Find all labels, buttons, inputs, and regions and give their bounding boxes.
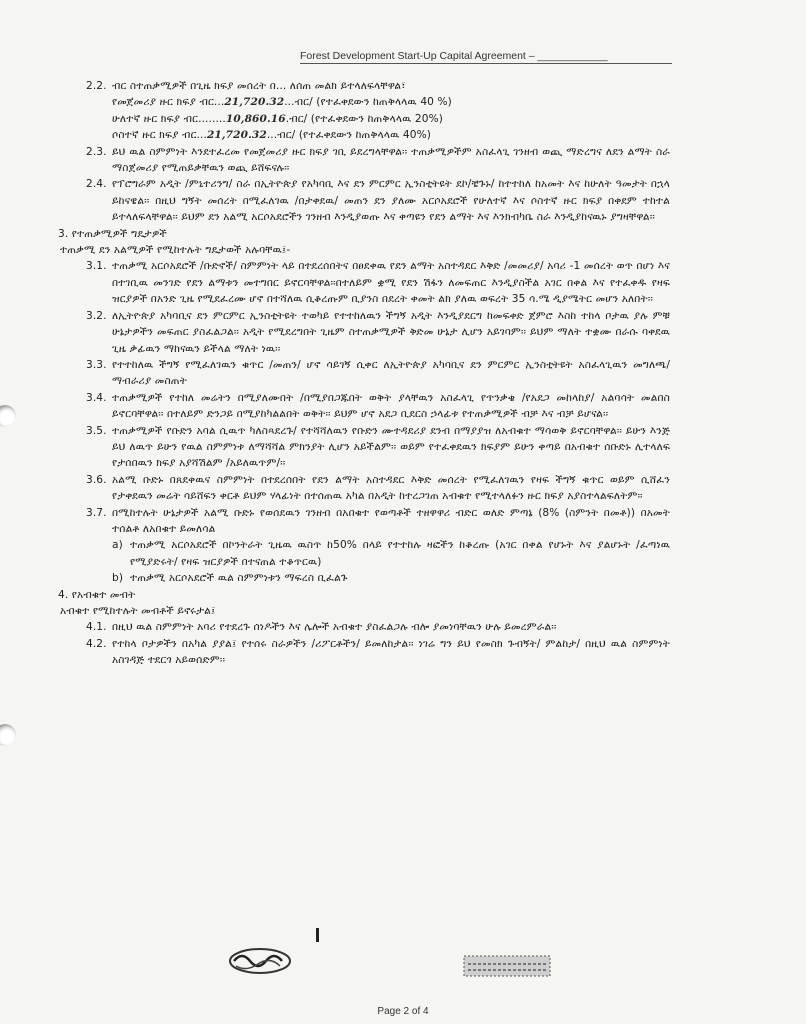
installment-text-pre: የመጀመሪያ ዙር ክፍያ ብር... xyxy=(112,96,225,109)
item-text: ተጠቃሚዎች የተከለ መሬትን በሚያለሙበት /በሚያበጋጁበት ወቅት ያላቸዉን አስፈላጊ የጥንቃቄ /የአደጋ መከላከያ/ አልባሳት መልበስ ይኖርባቸዋል፡፡ በተለይም ድንጋይ በሚያከካልልበት ወቅት፡፡ ይህም ሆኖ አደጋ ቢደርስ ኃላፊቱ የተጠቃሚዎች ብቻ እና ብቻ ይሆናል፡፡ xyxy=(112,391,670,421)
clause-2-2 xyxy=(58,78,670,94)
section-3-intro: ተጠቃሚ ደን አልሚዎች የሚከተሉት ግዴታወች አሉባቸዉ፤- xyxy=(60,244,291,257)
section-3-7-subitems xyxy=(58,537,670,586)
installment-text-pre: ሶስተኛ ዙር ክፍያ ብር... xyxy=(112,129,207,142)
item-text: ለኢትዮጵያ አካባቢና ደን ምርምር ኢንስቲትዩት ተወካይ የተተከለዉን ችግኝ አዲት እንዲያደርግ ከመፍቀድ ጀምሮ እስከ ተከላ ቦታዉ ያሉ ምቹ ሁኔታዎችን መፍጠር ያስፈልጋል፡፡ አዲት የሚደረግበት ጊዜም ስተጠቃሚዎች ቅድመ ሁኔታ ሊሆን አይገባም፡፡ ይህም ማለት ተቋሙ በራሱ ባቀደዉ ጊዜ ቃፊዉን ማከናዉን ይችላል ማለት ነዉ፡፡ xyxy=(112,309,670,355)
payment-installment-line xyxy=(58,127,670,143)
section-3-items xyxy=(58,258,670,537)
installment-text-post: ...ብር/ (የተፈቀደውን ከጠቅላላዉ 40 %) xyxy=(284,96,452,109)
section-4-title: 4. የአብቁተ መብት xyxy=(58,588,136,601)
clause-2-3 xyxy=(58,144,670,177)
item-text: ተጠቃሚዎች የቡድን አባል ሲዉጥ ካለስጻደረጉ/ የተሻሻለዉን የቡድን ሙተዳደሪያ ደንብ በማያያዝ ለአብቁተ ማሳወቅ ይኖርባቸዋል፡፡ ይሁን እንጅ ይህ ለዉጥ ይሁን የዉል ስምምነቱ ለማሻሻል ምክንያት ሊሆን አይችልም፡፡ ወይም የተፈቀደዉን ክፍያም ይሁን ቀጣይ በአብቁተ ሰቡድኑ ሊተላለፍ የታሰበዉን ክፍያ አያሻሽልም /አይለዉጥም/፡፡ xyxy=(112,424,670,470)
item-text: የተተከለዉ ችግኝ የሚፈለገዉን ቁጥር /መጠን/ ሆኖ ሳይገኝ ሲቀር ለኢትዮጵያ አካባቢና ደን ምርምር ኢንስቲትዩት አስፈላጊዉን መግለጫ/ማብራሪያ መስጠት xyxy=(112,358,670,388)
clause-4-1 xyxy=(58,619,670,635)
pen-mark xyxy=(316,928,319,942)
page-number: Page 2 of 4 xyxy=(377,1006,429,1017)
punch-hole-upper xyxy=(0,405,16,427)
clause-3-2 xyxy=(58,308,670,357)
clause-4-2 xyxy=(58,636,670,669)
item-number: 2.4. xyxy=(86,178,107,191)
item-number: 3.2. xyxy=(86,309,107,322)
clause-3-3 xyxy=(58,357,670,390)
section-2-continued xyxy=(58,78,670,226)
clause-3-5 xyxy=(58,423,670,472)
item-number: 4.1. xyxy=(86,621,107,634)
subclause-3-7-a xyxy=(58,537,670,570)
punch-hole-lower xyxy=(0,724,16,746)
item-text: አልሚ ቡድኑ በጸደቀዉና ስምምነት በተደረሰበት የደን ልማት አስተዳደር እቅድ መሰረት የሚፈለገዉን የዛፍ ችግኝ ቁጥር ወይም ሲሸፈን የታቀደዉን መሬት ሳይሸፍን ቀርቶ ይህም ሃላፊነት በተሰጠዉ አካል በአዲት ከተረጋገጠ አብቁተ የሚተላለፉን ዙር ክፍያ አያስተላልፍለትም፡፡ xyxy=(112,473,670,503)
clause-3-1 xyxy=(58,258,670,307)
item-number: 3.6. xyxy=(86,473,107,486)
item-text: ተጠቃሚ አርሶአደሮች በኮንትራት ጊዜዉ ዉስጥ ከ50% በላይ የተተከሉ ዛፎችን ከቆረጡ (አገር በቀል የሆኑት እና ያልሆኑት /ፈጣነዉ የሚያድሩት/ የዛፍ ዝርያዎች በተናጠል ተቆጥርዉ) xyxy=(130,539,670,568)
installment-text-pre: ሁለተኛ ዙር ክፍያ ብር........ xyxy=(112,112,226,125)
item-number: b) xyxy=(112,572,124,585)
clause-3-4 xyxy=(58,390,670,423)
item-number: 3.1. xyxy=(86,260,107,273)
document-body xyxy=(58,78,670,669)
item-number: a) xyxy=(112,539,123,552)
handwritten-amount: 10,860.16 xyxy=(225,112,286,125)
clause-3-6 xyxy=(58,472,670,505)
subclause-3-7-b xyxy=(58,570,670,586)
item-text: ተጠቃሚ አርሶአደሮች ዉል ስምምነቱን ማፍረስ ቢፈልጉ xyxy=(130,572,348,585)
item-number: 2.2. xyxy=(86,80,107,92)
item-text: በሚከተሉት ሁኔታዎች አልሚ ቡድኑ የወሰደዉን ገንዘብ በአበቁተ የወጣቶች ተዘዋዋሪ ብድር ወለድ ምጣኔ (8% (ስምንት በመቶ)) በአመት ተሰልቶ ለአበቁተ ይመለሳል xyxy=(112,506,670,535)
payment-installment-line xyxy=(58,94,670,110)
document-header: Forest Development Start-Up Capital Agreement – ____________ xyxy=(300,50,672,64)
item-text: በዚህ ዉል ስምምነት አባሪ የተደረጉ ሰነዶችን እና ሌሎች አብቁተ ያስፈልጋሉ ብሎ ያመነባቸዉን ሁሉ ይመረምራል፡፡ xyxy=(112,621,557,634)
section-4-items xyxy=(58,619,670,668)
item-text: ብር ስተጠቃሚዎች በጊዜ ክፍያ መሰረት በ... ለሰጠ መልክ ይተላለፍላቸዋል፣ xyxy=(112,80,406,92)
item-text: የተከላ ቦታዎችን በአካል ያያል፤ የተሰሩ ስራዎችን /ሪፖርቶችን/ ይመለከታል፡፡ ነገሬ ግን ይህ የመስክ ጉብኝት/ ምልከታ/ በዚህ ዉል ስምምነት አስገዳጅ ተደርጎ አይወሰድም፡፡ xyxy=(112,637,670,667)
section-3-title: 3. የተጠቃሚዎች ግዴታዎች xyxy=(58,227,168,240)
item-number: 2.3. xyxy=(86,145,107,158)
handwritten-amount: 21,720.32 xyxy=(206,129,267,142)
handwritten-amount: 21,720.32 xyxy=(224,96,285,109)
installment-text-post: ...ብር/ (የተፈቀደውን ከጠቅላላዉ 40%) xyxy=(266,129,432,142)
item-text: ተጠቃሚ አርሶአደሮች /ቡድኖች/ ስምምነት ላይ በተደረሰበትና በፀደቀዉ የደን ልማት አስተዳደር እቅድ /መመሪያ/ አባሪ -1 መሰረት ወጥ በሆነ እና በተገቢዉ መንገድ የደን ልማቱን መተግበር ይኖርባቸዋል፡፡በተለይም ቋሚ የደን ሽፋን ለመፍጠር እንዲያስችል አገር በቀል እና የተፈቀዱ የዛፍ ዝርያዎች በአንድ ጊዜ የሚደፈረሙ ሆኖ በተሻለዉ ሲቆረጡም ቢያንስ በደረት ቀመት ልክ ያለዉ ወፍረት 35 ሳ.ሜ ዲያሜትር መሆን አለበት፡፡ xyxy=(112,260,670,306)
payment-installment-line xyxy=(58,111,670,127)
signature-scribble-left xyxy=(228,946,292,976)
clause-3-7 xyxy=(58,505,670,538)
item-text: የፕሮግራም አዲት /ምኒተሪንግ/ ስራ በኢትዮጵያ የአካባቢ እና ደን ምርምር ኢንስቲትዩት ደኮ/ቼጉኑ/ ከተተከለ ከአመት እና ከሁለት ዓመታት በኋላ ይከናዌል፡፡ በዚህ ግኝት መሰረት በሚፈለገዉ /በታቀደዉ/ መጠን ደን ያለሙ አርሶአደሮች የሁለተኛ እና ሶስተኛ ዙር ክፍያ በቀደም ተከተል ይተላለፍላቸዋል፡፡ ይህም ደን አልሚ አርሶአደሮችን ገንዘብ እንዲያወጡ እና ቀጣዩን የደን ልማት እና እንክብካቤ ስራ እንዲያከናዉኑ ያግዛቸዋል፡፡ xyxy=(112,178,670,224)
stamp-mark-right xyxy=(462,952,552,980)
item-number: 3.4. xyxy=(86,391,107,404)
item-number: 3.5. xyxy=(86,424,107,437)
item-number: 4.2. xyxy=(86,637,107,650)
item-number: 3.3. xyxy=(86,358,107,371)
item-number: 3.7. xyxy=(86,506,107,519)
installment-text-post: .ብር/ (የተፈቀደውን ከጠቅላላዉ 20%) xyxy=(285,112,443,125)
item-text: ይህ ዉል ስምምነት እንደተፈረመ የመጀመሪያ ዙር ክፍያ ገቢ ይደረግላቸዋል፡፡ ተጠቃሚዎችም አስፈላጊ ገንዘብ ወጪ ማድረግና ለደን ልማት ስራ ማስጀመሪያ የሚጠይቃቸዉን ወጪ ይሸፍናሉ፡፡ xyxy=(112,145,670,175)
clause-2-4 xyxy=(58,176,670,225)
section-4-intro: አብቁተ የሚከተሉት መብቶች ይኖሩታል፤ xyxy=(60,605,216,617)
